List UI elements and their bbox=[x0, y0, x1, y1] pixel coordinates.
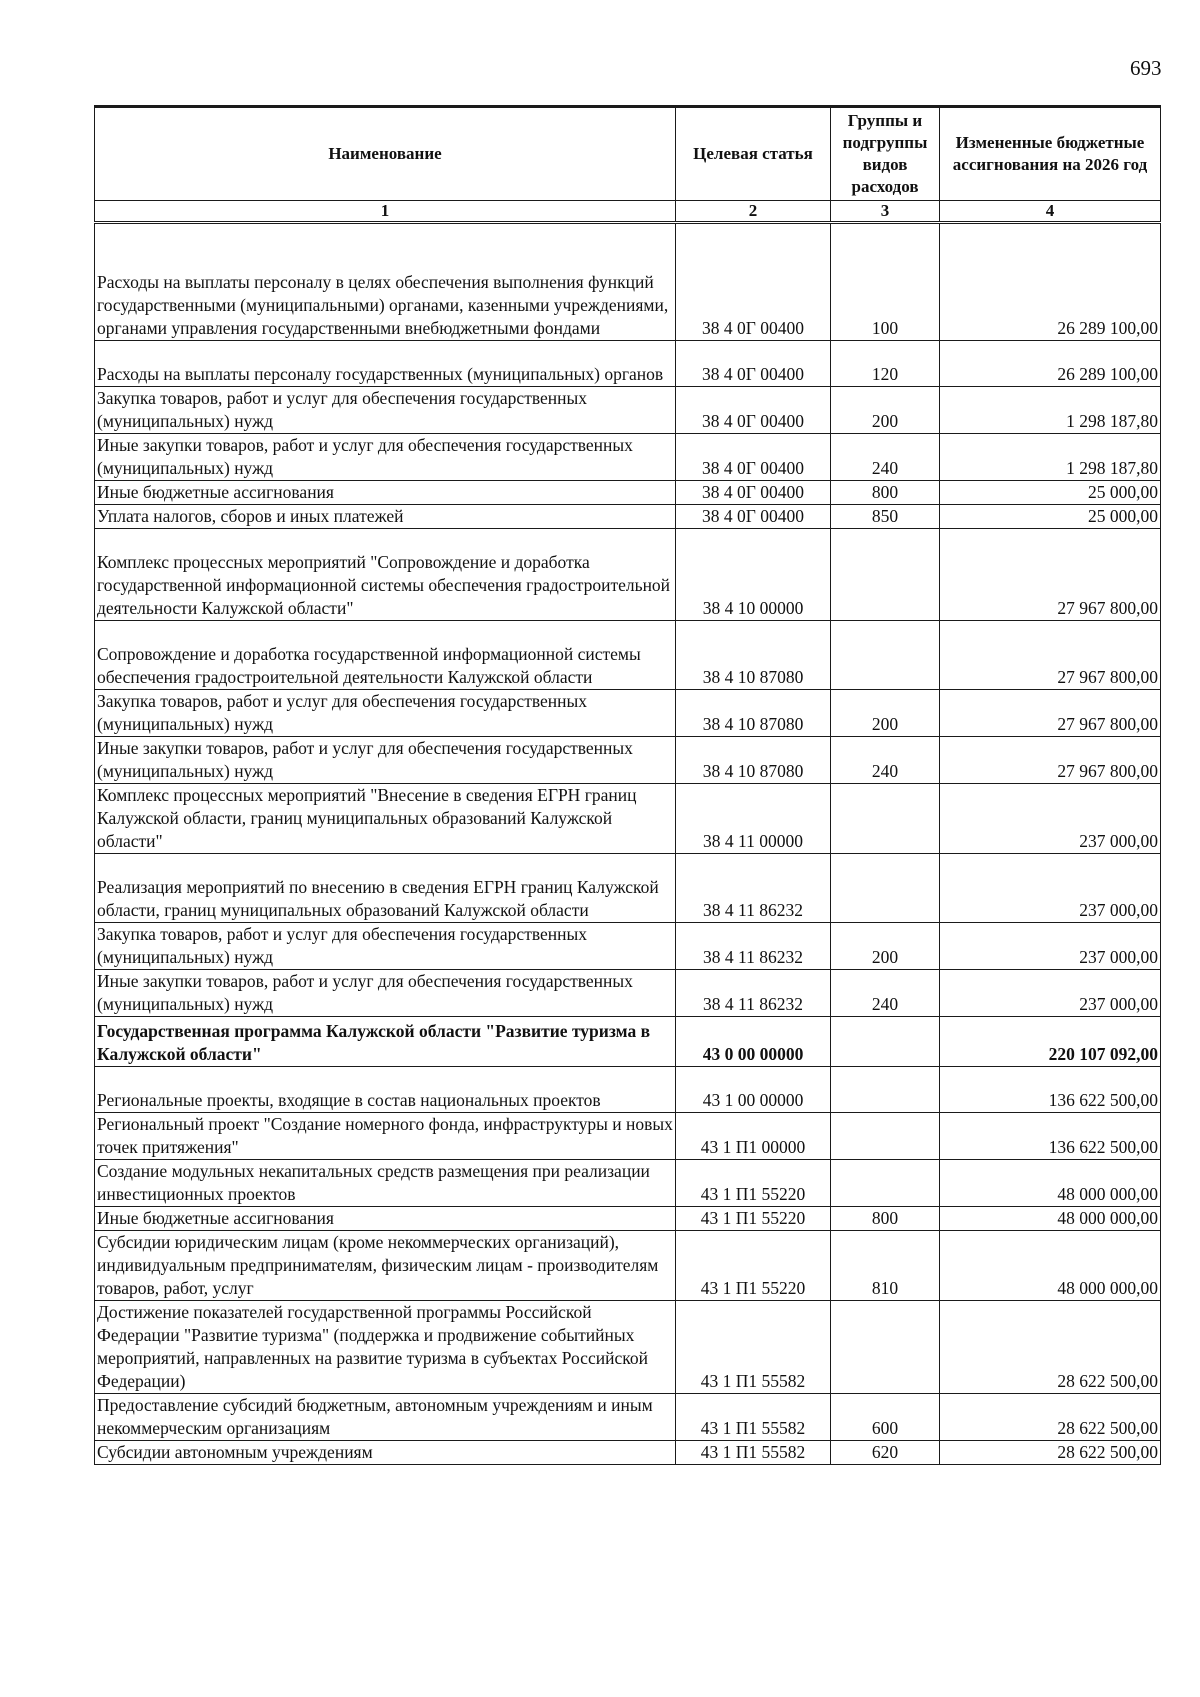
row-name: Иные закупки товаров, работ и услуг для обеспечения государственных (муниципальных) нужд bbox=[95, 434, 676, 481]
row-name: Комплекс процессных мероприятий "Сопровождение и доработка государственной информационной системы обеспечения градостроительной деятельности Калужской области" bbox=[95, 529, 676, 621]
table-row bbox=[95, 1394, 1161, 1441]
row-name: Создание модульных некапитальных средств размещения при реализации инвестиционных проектов bbox=[95, 1160, 676, 1207]
row-amount: 25 000,00 bbox=[940, 505, 1161, 529]
row-expense-group: 240 bbox=[831, 434, 940, 481]
row-amount: 220 107 092,00 bbox=[940, 1017, 1161, 1067]
row-target-article: 38 4 0Г 00400 bbox=[676, 481, 831, 505]
table-row bbox=[95, 1113, 1161, 1160]
row-name: Иные бюджетные ассигнования bbox=[95, 1207, 676, 1231]
row-amount: 28 622 500,00 bbox=[940, 1301, 1161, 1394]
table-row bbox=[95, 223, 1161, 341]
row-name: Комплекс процессных мероприятий "Внесение в сведения ЕГРН границ Калужской области, границ муниципальных образований Калужской области" bbox=[95, 784, 676, 854]
table-body bbox=[95, 223, 1161, 1465]
row-name: Расходы на выплаты персоналу государственных (муниципальных) органов bbox=[95, 341, 676, 387]
row-target-article: 43 1 00 00000 bbox=[676, 1067, 831, 1113]
table-row bbox=[95, 505, 1161, 529]
page-number: 693 bbox=[1130, 56, 1162, 80]
row-name: Достижение показателей государственной программы Российской Федерации "Развитие туризма" (поддержка и продвижение событийных мероприятий, направленных на развитие туризма в субъектах Российской Федерации) bbox=[95, 1301, 676, 1394]
row-expense-group: 200 bbox=[831, 923, 940, 970]
header-target-article: Целевая статья bbox=[676, 107, 831, 201]
row-name: Субсидии юридическим лицам (кроме некоммерческих организаций), индивидуальным предпринимателям, физическим лицам - производителям товаров, работ, услуг bbox=[95, 1231, 676, 1301]
row-name: Иные закупки товаров, работ и услуг для обеспечения государственных (муниципальных) нужд bbox=[95, 737, 676, 784]
row-amount: 237 000,00 bbox=[940, 923, 1161, 970]
table-row bbox=[95, 854, 1161, 923]
row-target-article: 43 1 П1 55582 bbox=[676, 1301, 831, 1394]
row-amount: 28 622 500,00 bbox=[940, 1441, 1161, 1465]
row-expense-group bbox=[831, 1113, 940, 1160]
row-name: Сопровождение и доработка государственной информационной системы обеспечения градостроительной деятельности Калужской области bbox=[95, 621, 676, 690]
row-amount: 28 622 500,00 bbox=[940, 1394, 1161, 1441]
row-amount: 27 967 800,00 bbox=[940, 529, 1161, 621]
row-target-article: 43 1 П1 55220 bbox=[676, 1207, 831, 1231]
row-expense-group bbox=[831, 1301, 940, 1394]
row-amount: 26 289 100,00 bbox=[940, 223, 1161, 341]
row-amount: 237 000,00 bbox=[940, 854, 1161, 923]
row-name: Иные закупки товаров, работ и услуг для обеспечения государственных (муниципальных) нужд bbox=[95, 970, 676, 1017]
row-expense-group: 200 bbox=[831, 690, 940, 737]
row-name: Иные бюджетные ассигнования bbox=[95, 481, 676, 505]
table-row bbox=[95, 737, 1161, 784]
row-expense-group bbox=[831, 784, 940, 854]
row-expense-group: 200 bbox=[831, 387, 940, 434]
row-name: Государственная программа Калужской области "Развитие туризма в Калужской области" bbox=[95, 1017, 676, 1067]
table-row bbox=[95, 434, 1161, 481]
row-expense-group: 810 bbox=[831, 1231, 940, 1301]
table-row bbox=[95, 690, 1161, 737]
table-row bbox=[95, 621, 1161, 690]
row-expense-group: 100 bbox=[831, 223, 940, 341]
row-name: Региональные проекты, входящие в состав национальных проектов bbox=[95, 1067, 676, 1113]
row-expense-group bbox=[831, 621, 940, 690]
row-target-article: 43 0 00 00000 bbox=[676, 1017, 831, 1067]
row-target-article: 38 4 0Г 00400 bbox=[676, 434, 831, 481]
row-expense-group bbox=[831, 529, 940, 621]
row-expense-group: 850 bbox=[831, 505, 940, 529]
row-target-article: 38 4 0Г 00400 bbox=[676, 387, 831, 434]
row-target-article: 38 4 0Г 00400 bbox=[676, 341, 831, 387]
table-row bbox=[95, 923, 1161, 970]
row-target-article: 38 4 11 86232 bbox=[676, 970, 831, 1017]
row-target-article: 38 4 10 87080 bbox=[676, 690, 831, 737]
row-amount: 237 000,00 bbox=[940, 970, 1161, 1017]
table-row bbox=[95, 1067, 1161, 1113]
row-amount: 48 000 000,00 bbox=[940, 1207, 1161, 1231]
row-expense-group bbox=[831, 1160, 940, 1207]
row-target-article: 38 4 11 86232 bbox=[676, 854, 831, 923]
row-name: Уплата налогов, сборов и иных платежей bbox=[95, 505, 676, 529]
row-expense-group: 240 bbox=[831, 737, 940, 784]
row-amount: 136 622 500,00 bbox=[940, 1067, 1161, 1113]
row-amount: 1 298 187,80 bbox=[940, 434, 1161, 481]
table-row bbox=[95, 784, 1161, 854]
table-row bbox=[95, 529, 1161, 621]
row-target-article: 43 1 П1 00000 bbox=[676, 1113, 831, 1160]
row-amount: 26 289 100,00 bbox=[940, 341, 1161, 387]
row-amount: 27 967 800,00 bbox=[940, 737, 1161, 784]
row-expense-group: 600 bbox=[831, 1394, 940, 1441]
row-name: Расходы на выплаты персоналу в целях обеспечения выполнения функций государственными (муниципальными) органами, казенными учреждениями, органами управления государственными внебюджетными фондами bbox=[95, 223, 676, 341]
row-name: Закупка товаров, работ и услуг для обеспечения государственных (муниципальных) нужд bbox=[95, 923, 676, 970]
column-number: 4 bbox=[940, 201, 1161, 223]
row-target-article: 38 4 10 87080 bbox=[676, 737, 831, 784]
row-target-article: 43 1 П1 55582 bbox=[676, 1441, 831, 1465]
row-expense-group: 240 bbox=[831, 970, 940, 1017]
table-row bbox=[95, 1207, 1161, 1231]
row-target-article: 38 4 0Г 00400 bbox=[676, 223, 831, 341]
table-row bbox=[95, 1301, 1161, 1394]
column-number: 3 bbox=[831, 201, 940, 223]
row-name: Региональный проект "Создание номерного фонда, инфраструктуры и новых точек притяжения" bbox=[95, 1113, 676, 1160]
header-expense-group: Группы и подгруппы видов расходов bbox=[831, 107, 940, 201]
table-row bbox=[95, 481, 1161, 505]
table-row bbox=[95, 1231, 1161, 1301]
row-amount: 237 000,00 bbox=[940, 784, 1161, 854]
row-target-article: 38 4 0Г 00400 bbox=[676, 505, 831, 529]
row-name: Закупка товаров, работ и услуг для обеспечения государственных (муниципальных) нужд bbox=[95, 387, 676, 434]
table-row bbox=[95, 387, 1161, 434]
row-expense-group: 620 bbox=[831, 1441, 940, 1465]
row-expense-group bbox=[831, 1067, 940, 1113]
row-amount: 1 298 187,80 bbox=[940, 387, 1161, 434]
table-row bbox=[95, 341, 1161, 387]
row-name: Предоставление субсидий бюджетным, автономным учреждениям и иным некоммерческим организациям bbox=[95, 1394, 676, 1441]
row-expense-group: 120 bbox=[831, 341, 940, 387]
row-expense-group: 800 bbox=[831, 1207, 940, 1231]
row-name: Реализация мероприятий по внесению в сведения ЕГРН границ Калужской области, границ муниципальных образований Калужской области bbox=[95, 854, 676, 923]
row-amount: 48 000 000,00 bbox=[940, 1231, 1161, 1301]
row-name: Субсидии автономным учреждениям bbox=[95, 1441, 676, 1465]
row-expense-group bbox=[831, 854, 940, 923]
table-row bbox=[95, 1160, 1161, 1207]
row-amount: 25 000,00 bbox=[940, 481, 1161, 505]
table-row bbox=[95, 1017, 1161, 1067]
row-target-article: 43 1 П1 55582 bbox=[676, 1394, 831, 1441]
row-amount: 27 967 800,00 bbox=[940, 690, 1161, 737]
row-target-article: 38 4 11 86232 bbox=[676, 923, 831, 970]
row-target-article: 43 1 П1 55220 bbox=[676, 1231, 831, 1301]
table-row bbox=[95, 1441, 1161, 1465]
row-target-article: 38 4 10 87080 bbox=[676, 621, 831, 690]
column-number: 2 bbox=[676, 201, 831, 223]
header-allocations: Измененные бюджетные ассигнования на 2026 год bbox=[940, 107, 1161, 201]
row-expense-group: 800 bbox=[831, 481, 940, 505]
budget-allocation-table bbox=[94, 105, 1161, 1465]
header-name: Наименование bbox=[95, 107, 676, 201]
column-number: 1 bbox=[95, 201, 676, 223]
table-row bbox=[95, 970, 1161, 1017]
row-expense-group bbox=[831, 1017, 940, 1067]
row-amount: 136 622 500,00 bbox=[940, 1113, 1161, 1160]
row-amount: 27 967 800,00 bbox=[940, 621, 1161, 690]
row-amount: 48 000 000,00 bbox=[940, 1160, 1161, 1207]
row-target-article: 43 1 П1 55220 bbox=[676, 1160, 831, 1207]
row-target-article: 38 4 11 00000 bbox=[676, 784, 831, 854]
row-target-article: 38 4 10 00000 bbox=[676, 529, 831, 621]
row-name: Закупка товаров, работ и услуг для обеспечения государственных (муниципальных) нужд bbox=[95, 690, 676, 737]
